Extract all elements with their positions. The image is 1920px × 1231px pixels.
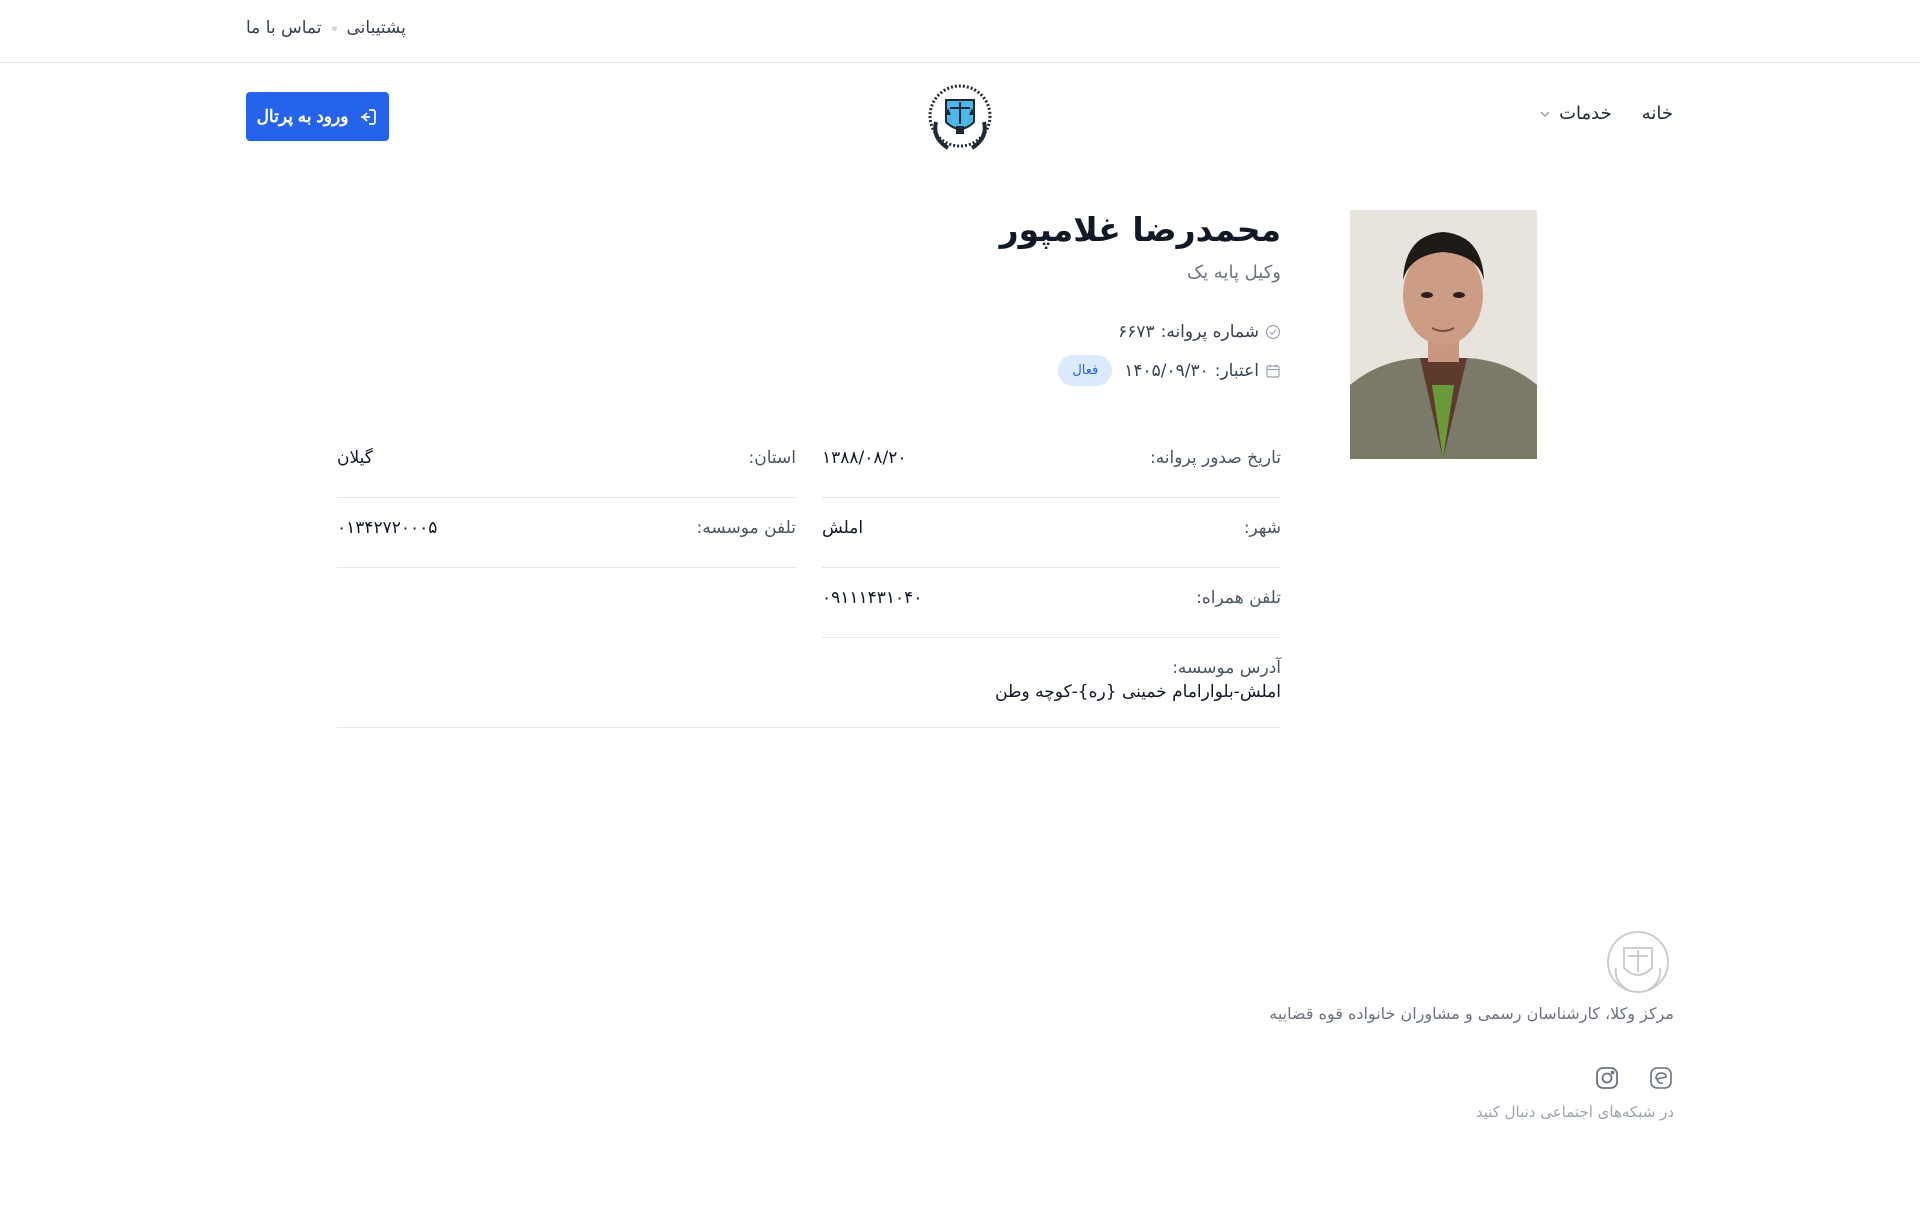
portal-login-button[interactable] xyxy=(246,92,389,141)
mobile-value[interactable]: ۰۹۱۱۱۴۳۱۰۴۰ xyxy=(822,588,923,608)
city-value: املش xyxy=(822,518,864,538)
city-label: شهر: xyxy=(1243,518,1281,538)
topbar-links xyxy=(246,18,406,38)
issue-date-label: تاریخ صدور پروانه: xyxy=(1149,448,1281,468)
validity-row xyxy=(1058,355,1281,386)
nav-services[interactable] xyxy=(1539,103,1612,124)
license-row xyxy=(1118,322,1281,342)
address-label: آدرس موسسه: xyxy=(1172,658,1281,678)
contact-link[interactable]: تماس با ما xyxy=(246,18,322,38)
mobile-label: تلفن همراه: xyxy=(1196,588,1281,608)
institute-phone-field xyxy=(337,518,796,568)
main-header xyxy=(0,63,1920,168)
separator-dot xyxy=(332,26,337,31)
top-utility-bar xyxy=(0,0,1920,63)
chevron-down-icon xyxy=(1539,108,1551,120)
status-badge: فعال xyxy=(1058,355,1112,386)
validity-label: اعتبار: xyxy=(1214,360,1259,381)
validity-date: ۱۴۰۵/۰۹/۳۰ xyxy=(1124,360,1209,381)
login-icon xyxy=(358,107,378,127)
footer-logo xyxy=(1604,928,1672,996)
province-field xyxy=(337,448,796,498)
judiciary-logo[interactable] xyxy=(922,78,998,154)
nav-home-label: خانه xyxy=(1641,103,1673,124)
lawyer-title: وکیل پایه یک xyxy=(1186,262,1281,283)
lawyer-name: محمدرضا غلامپور xyxy=(999,210,1281,249)
calendar-icon xyxy=(1265,363,1281,379)
institute-phone-value[interactable]: ۰۱۳۴۲۷۲۰۰۰۵ xyxy=(337,518,438,538)
nav-services-label: خدمات xyxy=(1559,103,1612,124)
city-field xyxy=(822,518,1281,568)
province-value: گیلان xyxy=(337,448,373,468)
address-field xyxy=(337,658,1281,728)
province-label: استان: xyxy=(748,448,796,468)
main-nav xyxy=(1539,103,1673,124)
nav-home[interactable] xyxy=(1642,103,1673,124)
institute-phone-label: تلفن موسسه: xyxy=(696,518,796,538)
license-number: ۶۶۷۳ xyxy=(1118,322,1155,342)
issue-date-field xyxy=(822,448,1281,498)
instagram-icon xyxy=(1594,1065,1620,1091)
eitaa-link[interactable] xyxy=(1648,1065,1674,1095)
footer-title: مرکز وکلا، کارشناسان رسمی و مشاوران خانواده قوه قضاییه xyxy=(1269,1004,1674,1023)
portal-login-label: ورود به پرتال xyxy=(256,106,349,126)
eitaa-icon xyxy=(1648,1065,1674,1091)
issue-date-value: ۱۳۸۸/۰۸/۲۰ xyxy=(822,448,907,468)
support-link[interactable]: پشتیبانی xyxy=(346,18,406,38)
check-circle-icon xyxy=(1265,324,1281,340)
lawyer-photo xyxy=(1350,210,1537,459)
social-links xyxy=(1594,1065,1674,1095)
address-value: املش-بلوارامام خمینی {ره}-کوچه وطن xyxy=(995,682,1281,702)
mobile-field xyxy=(822,588,1281,638)
follow-text: در شبکه‌های اجتماعی دنبال کنید xyxy=(1475,1103,1674,1121)
instagram-link[interactable] xyxy=(1594,1065,1620,1095)
license-label: شماره پروانه: xyxy=(1160,322,1259,342)
